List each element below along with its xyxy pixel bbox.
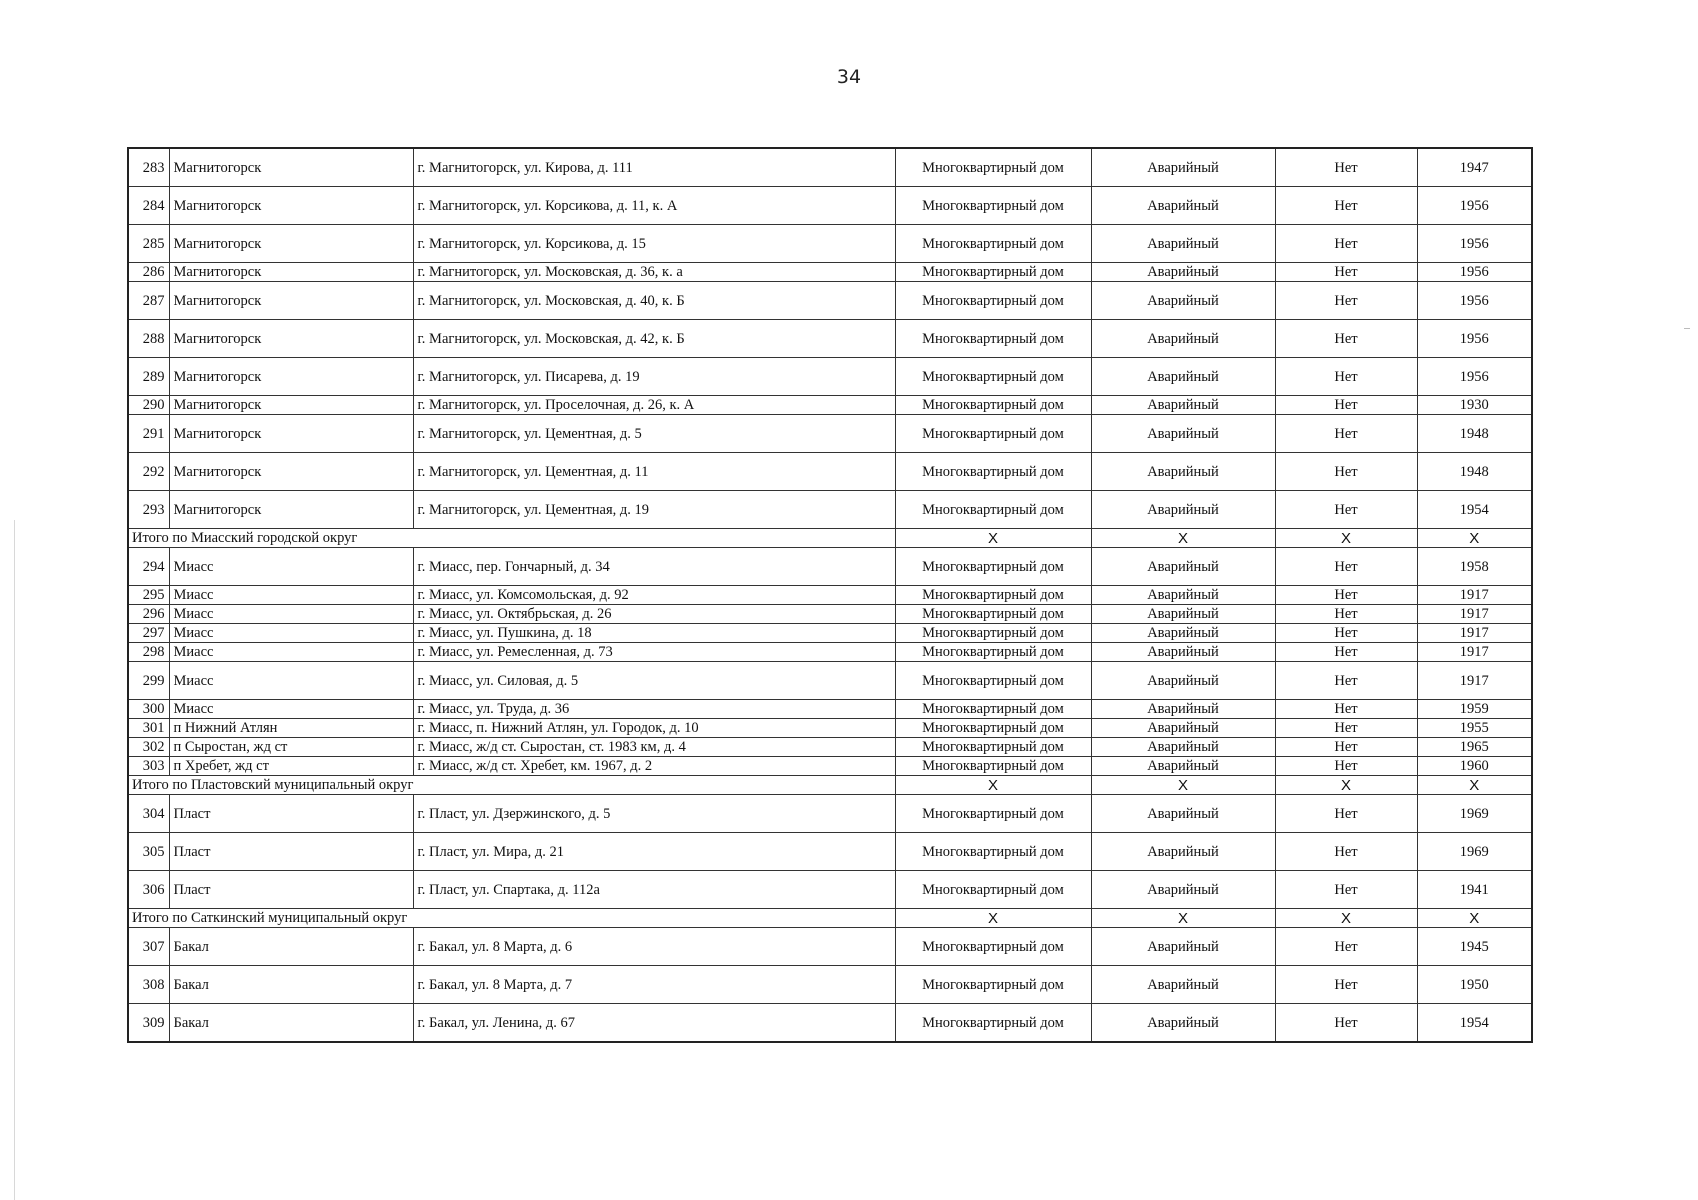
year-cell: 1917 (1417, 605, 1532, 624)
row-number: 300 (128, 700, 169, 719)
address-cell: г. Миасс, ул. Силовая, д. 5 (413, 662, 895, 700)
locality-cell: Пласт (169, 795, 413, 833)
locality-cell: Магнитогорск (169, 148, 413, 187)
table-row (128, 700, 1532, 719)
scan-margin-line (14, 520, 15, 1200)
year-cell: 1955 (1417, 719, 1532, 738)
building-type-cell: Многоквартирный дом (895, 586, 1091, 605)
locality-cell: Бакал (169, 966, 413, 1004)
building-type-cell: Многоквартирный дом (895, 491, 1091, 529)
row-number: 297 (128, 624, 169, 643)
locality-cell: Миасс (169, 605, 413, 624)
address-cell: г. Миасс, п. Нижний Атлян, ул. Городок, д. 10 (413, 719, 895, 738)
status-cell: Аварийный (1091, 263, 1275, 282)
table-row (128, 871, 1532, 909)
row-number: 283 (128, 148, 169, 187)
locality-cell: Миасс (169, 700, 413, 719)
year-cell: 1956 (1417, 358, 1532, 396)
address-cell: г. Бакал, ул. 8 Марта, д. 7 (413, 966, 895, 1004)
subtotal-x-mark: X (1417, 909, 1532, 928)
year-cell: 1948 (1417, 415, 1532, 453)
year-cell: 1917 (1417, 586, 1532, 605)
row-number: 290 (128, 396, 169, 415)
table-row (128, 396, 1532, 415)
row-number: 299 (128, 662, 169, 700)
building-type-cell: Многоквартирный дом (895, 320, 1091, 358)
table-row (128, 624, 1532, 643)
address-cell: г. Бакал, ул. Ленина, д. 67 (413, 1004, 895, 1043)
address-cell: г. Магнитогорск, ул. Проселочная, д. 26, к. А (413, 396, 895, 415)
locality-cell: Миасс (169, 624, 413, 643)
flag-cell: Нет (1275, 605, 1417, 624)
year-cell: 1958 (1417, 548, 1532, 586)
row-number: 295 (128, 586, 169, 605)
status-cell: Аварийный (1091, 586, 1275, 605)
flag-cell: Нет (1275, 833, 1417, 871)
flag-cell: Нет (1275, 719, 1417, 738)
address-cell: г. Магнитогорск, ул. Московская, д. 40, к. Б (413, 282, 895, 320)
table-row (128, 738, 1532, 757)
subtotal-x-mark: X (1417, 529, 1532, 548)
flag-cell: Нет (1275, 225, 1417, 263)
row-number: 288 (128, 320, 169, 358)
status-cell: Аварийный (1091, 795, 1275, 833)
building-type-cell: Многоквартирный дом (895, 738, 1091, 757)
year-cell: 1917 (1417, 662, 1532, 700)
table-row (128, 966, 1532, 1004)
address-cell: г. Миасс, ул. Труда, д. 36 (413, 700, 895, 719)
year-cell: 1941 (1417, 871, 1532, 909)
address-cell: г. Магнитогорск, ул. Цементная, д. 19 (413, 491, 895, 529)
row-number: 285 (128, 225, 169, 263)
subtotal-x-mark: X (1275, 529, 1417, 548)
year-cell: 1917 (1417, 624, 1532, 643)
row-number: 296 (128, 605, 169, 624)
locality-cell: Миасс (169, 586, 413, 605)
table-row (128, 643, 1532, 662)
table-row (128, 719, 1532, 738)
building-type-cell: Многоквартирный дом (895, 187, 1091, 225)
address-cell: г. Миасс, ж/д ст. Сыростан, ст. 1983 км, д. 4 (413, 738, 895, 757)
year-cell: 1956 (1417, 187, 1532, 225)
status-cell: Аварийный (1091, 396, 1275, 415)
year-cell: 1956 (1417, 282, 1532, 320)
row-number: 284 (128, 187, 169, 225)
address-cell: г. Магнитогорск, ул. Московская, д. 36, к. а (413, 263, 895, 282)
subtotal-x-mark: X (1417, 776, 1532, 795)
scan-edge-mark (1684, 328, 1690, 329)
table-body (128, 148, 1532, 1042)
page-number: 34 (836, 66, 862, 88)
building-type-cell: Многоквартирный дом (895, 548, 1091, 586)
table-row (128, 928, 1532, 966)
subtotal-x-mark: X (1091, 776, 1275, 795)
building-type-cell: Многоквартирный дом (895, 282, 1091, 320)
locality-cell: Магнитогорск (169, 491, 413, 529)
building-type-cell: Многоквартирный дом (895, 148, 1091, 187)
status-cell: Аварийный (1091, 1004, 1275, 1043)
status-cell: Аварийный (1091, 187, 1275, 225)
building-type-cell: Многоквартирный дом (895, 757, 1091, 776)
year-cell: 1945 (1417, 928, 1532, 966)
year-cell: 1960 (1417, 757, 1532, 776)
table-row (128, 358, 1532, 396)
flag-cell: Нет (1275, 871, 1417, 909)
flag-cell: Нет (1275, 187, 1417, 225)
building-type-cell: Многоквартирный дом (895, 396, 1091, 415)
status-cell: Аварийный (1091, 358, 1275, 396)
status-cell: Аварийный (1091, 966, 1275, 1004)
building-type-cell: Многоквартирный дом (895, 700, 1091, 719)
row-number: 301 (128, 719, 169, 738)
table-row (128, 282, 1532, 320)
status-cell: Аварийный (1091, 320, 1275, 358)
status-cell: Аварийный (1091, 700, 1275, 719)
table-row (128, 833, 1532, 871)
subtotal-label: Итого по Саткинский муниципальный округ (128, 909, 895, 928)
row-number: 302 (128, 738, 169, 757)
status-cell: Аварийный (1091, 871, 1275, 909)
subtotal-x-mark: X (1275, 909, 1417, 928)
flag-cell: Нет (1275, 738, 1417, 757)
flag-cell: Нет (1275, 795, 1417, 833)
status-cell: Аварийный (1091, 719, 1275, 738)
table-row (128, 187, 1532, 225)
flag-cell: Нет (1275, 548, 1417, 586)
flag-cell: Нет (1275, 757, 1417, 776)
table-row (128, 148, 1532, 187)
flag-cell: Нет (1275, 415, 1417, 453)
address-cell: г. Пласт, ул. Дзержинского, д. 5 (413, 795, 895, 833)
subtotal-x-mark: X (1091, 909, 1275, 928)
status-cell: Аварийный (1091, 662, 1275, 700)
address-cell: г. Магнитогорск, ул. Корсикова, д. 11, к. А (413, 187, 895, 225)
locality-cell: Бакал (169, 928, 413, 966)
locality-cell: Магнитогорск (169, 415, 413, 453)
row-number: 305 (128, 833, 169, 871)
subtotal-row (128, 776, 1532, 795)
status-cell: Аварийный (1091, 643, 1275, 662)
row-number: 298 (128, 643, 169, 662)
locality-cell: Миасс (169, 662, 413, 700)
locality-cell: п Сыростан, жд ст (169, 738, 413, 757)
building-type-cell: Многоквартирный дом (895, 719, 1091, 738)
row-number: 304 (128, 795, 169, 833)
year-cell: 1950 (1417, 966, 1532, 1004)
row-number: 293 (128, 491, 169, 529)
table-row (128, 1004, 1532, 1043)
address-cell: г. Миасс, ул. Комсомольская, д. 92 (413, 586, 895, 605)
row-number: 308 (128, 966, 169, 1004)
status-cell: Аварийный (1091, 453, 1275, 491)
subtotal-row (128, 529, 1532, 548)
flag-cell: Нет (1275, 396, 1417, 415)
building-type-cell: Многоквартирный дом (895, 1004, 1091, 1043)
status-cell: Аварийный (1091, 148, 1275, 187)
locality-cell: Магнитогорск (169, 187, 413, 225)
address-cell: г. Миасс, пер. Гончарный, д. 34 (413, 548, 895, 586)
row-number: 286 (128, 263, 169, 282)
locality-cell: Миасс (169, 643, 413, 662)
subtotal-label: Итого по Пластовский муниципальный округ (128, 776, 895, 795)
flag-cell: Нет (1275, 966, 1417, 1004)
row-number: 307 (128, 928, 169, 966)
building-type-cell: Многоквартирный дом (895, 928, 1091, 966)
subtotal-label: Итого по Миасский городской округ (128, 529, 895, 548)
locality-cell: Магнитогорск (169, 358, 413, 396)
flag-cell: Нет (1275, 624, 1417, 643)
subtotal-x-mark: X (895, 776, 1091, 795)
address-cell: г. Миасс, ж/д ст. Хребет, км. 1967, д. 2 (413, 757, 895, 776)
locality-cell: Магнитогорск (169, 225, 413, 263)
locality-cell: Пласт (169, 871, 413, 909)
locality-cell: Магнитогорск (169, 263, 413, 282)
flag-cell: Нет (1275, 586, 1417, 605)
row-number: 291 (128, 415, 169, 453)
flag-cell: Нет (1275, 662, 1417, 700)
table-row (128, 453, 1532, 491)
subtotal-row (128, 909, 1532, 928)
building-type-cell: Многоквартирный дом (895, 966, 1091, 1004)
table-row (128, 225, 1532, 263)
row-number: 292 (128, 453, 169, 491)
row-number: 306 (128, 871, 169, 909)
flag-cell: Нет (1275, 700, 1417, 719)
locality-cell: п Нижний Атлян (169, 719, 413, 738)
address-cell: г. Миасс, ул. Пушкина, д. 18 (413, 624, 895, 643)
year-cell: 1956 (1417, 320, 1532, 358)
building-type-cell: Многоквартирный дом (895, 871, 1091, 909)
building-type-cell: Многоквартирный дом (895, 358, 1091, 396)
address-cell: г. Миасс, ул. Ремесленная, д. 73 (413, 643, 895, 662)
building-type-cell: Многоквартирный дом (895, 415, 1091, 453)
address-cell: г. Магнитогорск, ул. Писарева, д. 19 (413, 358, 895, 396)
status-cell: Аварийный (1091, 833, 1275, 871)
address-cell: г. Миасс, ул. Октябрьская, д. 26 (413, 605, 895, 624)
locality-cell: Пласт (169, 833, 413, 871)
year-cell: 1954 (1417, 491, 1532, 529)
building-type-cell: Многоквартирный дом (895, 662, 1091, 700)
address-cell: г. Бакал, ул. 8 Марта, д. 6 (413, 928, 895, 966)
locality-cell: Магнитогорск (169, 453, 413, 491)
locality-cell: Бакал (169, 1004, 413, 1043)
table-row (128, 415, 1532, 453)
building-type-cell: Многоквартирный дом (895, 624, 1091, 643)
locality-cell: Миасс (169, 548, 413, 586)
address-cell: г. Магнитогорск, ул. Корсикова, д. 15 (413, 225, 895, 263)
locality-cell: п Хребет, жд ст (169, 757, 413, 776)
table-row (128, 757, 1532, 776)
year-cell: 1956 (1417, 225, 1532, 263)
status-cell: Аварийный (1091, 605, 1275, 624)
flag-cell: Нет (1275, 928, 1417, 966)
flag-cell: Нет (1275, 453, 1417, 491)
status-cell: Аварийный (1091, 415, 1275, 453)
housing-registry-table (127, 147, 1533, 1043)
year-cell: 1947 (1417, 148, 1532, 187)
table-row (128, 795, 1532, 833)
year-cell: 1948 (1417, 453, 1532, 491)
status-cell: Аварийный (1091, 548, 1275, 586)
year-cell: 1965 (1417, 738, 1532, 757)
building-type-cell: Многоквартирный дом (895, 833, 1091, 871)
status-cell: Аварийный (1091, 225, 1275, 263)
subtotal-x-mark: X (895, 909, 1091, 928)
locality-cell: Магнитогорск (169, 320, 413, 358)
flag-cell: Нет (1275, 358, 1417, 396)
table-row (128, 662, 1532, 700)
year-cell: 1956 (1417, 263, 1532, 282)
row-number: 309 (128, 1004, 169, 1043)
flag-cell: Нет (1275, 282, 1417, 320)
building-type-cell: Многоквартирный дом (895, 263, 1091, 282)
address-cell: г. Пласт, ул. Мира, д. 21 (413, 833, 895, 871)
year-cell: 1930 (1417, 396, 1532, 415)
flag-cell: Нет (1275, 263, 1417, 282)
building-type-cell: Многоквартирный дом (895, 225, 1091, 263)
address-cell: г. Магнитогорск, ул. Кирова, д. 111 (413, 148, 895, 187)
building-type-cell: Многоквартирный дом (895, 605, 1091, 624)
table-row (128, 586, 1532, 605)
address-cell: г. Магнитогорск, ул. Цементная, д. 11 (413, 453, 895, 491)
status-cell: Аварийный (1091, 282, 1275, 320)
table-row (128, 491, 1532, 529)
subtotal-x-mark: X (1091, 529, 1275, 548)
building-type-cell: Многоквартирный дом (895, 795, 1091, 833)
building-type-cell: Многоквартирный дом (895, 453, 1091, 491)
year-cell: 1969 (1417, 833, 1532, 871)
year-cell: 1954 (1417, 1004, 1532, 1043)
status-cell: Аварийный (1091, 624, 1275, 643)
row-number: 294 (128, 548, 169, 586)
row-number: 303 (128, 757, 169, 776)
year-cell: 1959 (1417, 700, 1532, 719)
table-row (128, 605, 1532, 624)
status-cell: Аварийный (1091, 738, 1275, 757)
address-cell: г. Магнитогорск, ул. Цементная, д. 5 (413, 415, 895, 453)
row-number: 287 (128, 282, 169, 320)
year-cell: 1969 (1417, 795, 1532, 833)
status-cell: Аварийный (1091, 491, 1275, 529)
flag-cell: Нет (1275, 643, 1417, 662)
flag-cell: Нет (1275, 320, 1417, 358)
row-number: 289 (128, 358, 169, 396)
locality-cell: Магнитогорск (169, 396, 413, 415)
address-cell: г. Магнитогорск, ул. Московская, д. 42, к. Б (413, 320, 895, 358)
table-row (128, 263, 1532, 282)
table-row (128, 320, 1532, 358)
subtotal-x-mark: X (895, 529, 1091, 548)
locality-cell: Магнитогорск (169, 282, 413, 320)
flag-cell: Нет (1275, 491, 1417, 529)
year-cell: 1917 (1417, 643, 1532, 662)
address-cell: г. Пласт, ул. Спартака, д. 112а (413, 871, 895, 909)
building-type-cell: Многоквартирный дом (895, 643, 1091, 662)
status-cell: Аварийный (1091, 757, 1275, 776)
table-row (128, 548, 1532, 586)
status-cell: Аварийный (1091, 928, 1275, 966)
subtotal-x-mark: X (1275, 776, 1417, 795)
flag-cell: Нет (1275, 1004, 1417, 1043)
flag-cell: Нет (1275, 148, 1417, 187)
